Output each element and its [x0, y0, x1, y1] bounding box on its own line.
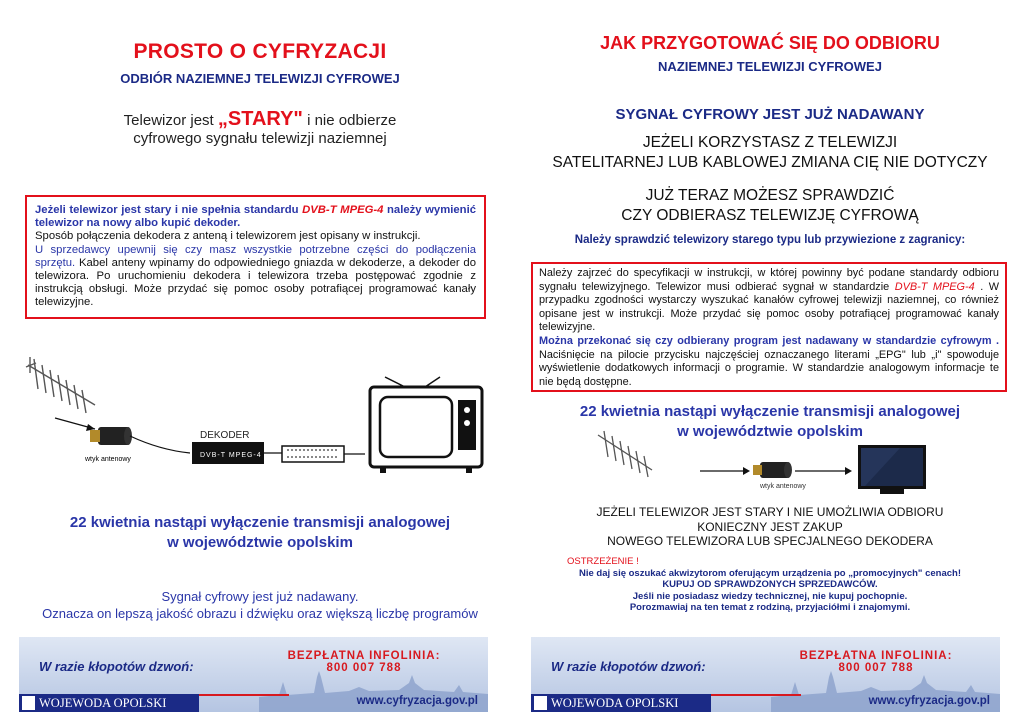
check-line2: CZY ODBIERASZ TELEWIZJĘ CYFROWĄ	[621, 207, 919, 224]
old-tv-post: i nie odbierze	[302, 112, 397, 129]
old-tv-stary: „STARY"	[217, 108, 303, 130]
left-info-box	[25, 195, 486, 319]
satellite-line2: SATELITARNEJ LUB KABLOWEJ ZMIANA CIĘ NIE DOTYCZY	[552, 154, 988, 171]
left-warn-line1: 22 kwietnia nastąpi wyłączenie transmisji analogowej	[69, 514, 451, 531]
right-warn-line1: 22 kwietnia nastąpi wyłączenie transmisji analogowej	[579, 403, 961, 420]
left-page-subtitle: ODBIÓR NAZIEMNEJ TELEWIZJI CYFROWEJ	[120, 71, 400, 86]
left-footer-banner	[19, 637, 488, 712]
left-signal-note	[25, 588, 495, 622]
footer-infolinia	[269, 650, 459, 674]
footer-red-line	[711, 694, 801, 696]
right-box-p1-a: Należy zajrzeć do specyfikacji w instrukcji, w której powinny być podane standardy odbioru sygnału telewizyjnego. Telewizor musi odbierać sygnał w standardzie	[539, 267, 999, 293]
right-signal-heading: SYGNAŁ CYFROWY JEST JUŻ NADAWANY	[615, 106, 925, 123]
left-analog-shutdown-notice	[25, 513, 495, 553]
footer-infolinia-label: BEZPŁATNA INFOLINIA:	[287, 650, 441, 662]
check-old-tv-note: Należy sprawdzić telewizory starego typu lub przywiezione z zagranicy:	[574, 234, 966, 246]
footer-wojewoda: WOJEWODA OPOLSKI	[19, 694, 199, 712]
footer-website-link[interactable]: www.cyfryzacja.gov.pl	[356, 695, 478, 707]
left-page-title: PROSTO O CYFRYZACJI	[133, 40, 387, 63]
plug-label: wtyk antenowy	[85, 456, 131, 463]
footer-infolinia	[781, 650, 971, 674]
right-box-p2	[539, 335, 999, 389]
cable-line	[130, 436, 190, 453]
decoder-box-text: DVB-T MPEG-4	[200, 452, 262, 459]
right-page-subtitle: NAZIEMNEJ TELEWIZJI CYFROWEJ	[658, 59, 882, 74]
buy-line3: NOWEGO TELEWIZORA LUB SPECJALNEGO DEKODERA	[607, 534, 933, 548]
left-box-p1-b: należy wymienić telewizor na nowy albo kupić dekoder.	[35, 204, 476, 230]
left-box-standard: DVB-T MPEG-4	[302, 204, 384, 216]
footer-wojewoda: WOJEWODA OPOLSKI	[531, 694, 711, 712]
arrow-head-3	[845, 467, 852, 475]
satellite-line1: JEŻELI KORZYSTASZ Z TELEWIZJI	[642, 134, 898, 151]
right-box-p1-b: . W przypadku zgodności wystarczy wyszukać kanałów cyfrowej telewizji naziemnej, co również opisane jest w instrukcji. Może przydać się pomoc osoby potrafiącej programować kanały telewizyjne.	[539, 280, 1000, 334]
footer-red-line	[199, 694, 289, 696]
warning-line4: Porozmawiaj na ten temat z rodziną, przyjaciółmi i znajomymi.	[629, 601, 911, 613]
buy-line2: KONIECZNY JEST ZAKUP	[697, 519, 843, 534]
check-note	[520, 186, 1020, 226]
footer-phone: 800 007 788	[838, 662, 914, 674]
left-box-p4: Kabel anteny wpinamy do odpowiedniego gniazda w dekoderze, a dekoder do telewizora. Po uruchomieniu dekodera i telewizora trzeba postępować zgodnie z instrukcją obsługi. Może przydać się pomoc osoby potrafiącej programować kanały telewizyjne.	[35, 256, 476, 309]
plug-label-right: wtyk antenowy	[760, 483, 806, 490]
arrow-head-2	[743, 467, 750, 475]
eagle-emblem-icon	[22, 696, 35, 710]
arrow-head-1	[86, 424, 95, 431]
left-signal-line2: Oznacza on lepszą jakość obrazu i dźwięku oraz większą liczbę programów	[42, 606, 478, 621]
footer-website-link[interactable]: www.cyfryzacja.gov.pl	[868, 695, 990, 707]
satellite-note	[520, 133, 1020, 173]
left-signal-line1: Sygnał cyfrowy jest już nadawany.	[161, 589, 359, 604]
left-box-p3-4	[35, 244, 476, 310]
warning-text	[540, 568, 1000, 613]
right-box-p2-bold: Można przekonać się czy odbierany program jest nadawany w standardzie cyfrowym .	[539, 334, 999, 347]
decoder-icon	[192, 442, 264, 464]
left-box-p1	[35, 204, 476, 230]
antenna-plug-icon	[753, 462, 792, 478]
warning-line1: Nie daj się oszukać akwizytorom oferującym urządzenia po „promocyjnych" cenach!	[579, 568, 961, 579]
footer-call-text: W razie kłopotów dzwoń:	[551, 659, 706, 674]
decoder-label: DEKODER	[200, 430, 250, 441]
check-line1: JUŻ TERAZ MOŻESZ SPRAWDZIĆ	[645, 187, 895, 204]
left-box-p2: Sposób połączenia dekodera z anteną i telewizorem jest opisany w instrukcji.	[35, 230, 421, 243]
footer-call-text: W razie kłopotów dzwoń:	[39, 659, 194, 674]
warning-label: OSTRZEŻENIE !	[567, 556, 639, 567]
old-tv-statement-line2: cyfrowego sygnału telewizji naziemnej	[133, 130, 387, 147]
old-tv-pre: Telewizor jest	[123, 112, 218, 129]
buy-line1: JEŻELI TELEWIZOR JEST STARY I NIE UMOŻLIWIA ODBIORU	[596, 505, 944, 519]
scart-cable-icon	[282, 446, 344, 462]
right-box-p1	[539, 267, 999, 335]
left-box-p3: U sprzedawcy upewnij się czy masz wszystkie potrzebne części do podłączenia sprzętu.	[35, 243, 476, 269]
footer-infolinia-label: BEZPŁATNA INFOLINIA:	[799, 650, 953, 662]
right-footer-banner	[531, 637, 1000, 712]
warning-line2: KUPUJ OD SPRAWDZONYCH SPRZEDAWCÓW.	[662, 579, 878, 591]
right-box-p2-rest: Naciśnięcie na pilocie przycisku najczęściej oznaczanego literami „EPG" lub „i" spowoduje wyświetlenie dodatkowych informacji o programie. W standardzie analogowym informacje te nie będą dostępne.	[539, 348, 999, 388]
right-page-title: JAK PRZYGOTOWAĆ SIĘ DO ODBIORU	[600, 33, 940, 53]
new-tv-diagram	[590, 425, 930, 500]
flat-tv-icon	[858, 445, 926, 494]
buy-new-tv-note	[525, 505, 1015, 549]
left-box-p1-a: Jeżeli telewizor jest stary i nie spełnia standardu	[35, 204, 303, 216]
antenna-plug-icon	[90, 427, 132, 445]
right-warn-line2: w województwie opolskim	[677, 423, 863, 440]
old-tv-icon	[370, 377, 482, 473]
warning-line3: Jeśli nie posiadasz wiedzy technicznej, nie kupuj pochopnie.	[632, 590, 908, 602]
eagle-emblem-icon	[534, 696, 547, 710]
connection-diagram	[20, 345, 500, 475]
antenna-icon	[26, 357, 95, 413]
right-info-box	[531, 262, 1007, 392]
old-tv-statement	[40, 108, 480, 131]
footer-phone: 800 007 788	[326, 662, 402, 674]
left-warn-line2: w województwie opolskim	[167, 534, 353, 551]
antenna-icon	[598, 431, 652, 477]
right-box-standard: DVB-T MPEG-4	[894, 280, 975, 293]
